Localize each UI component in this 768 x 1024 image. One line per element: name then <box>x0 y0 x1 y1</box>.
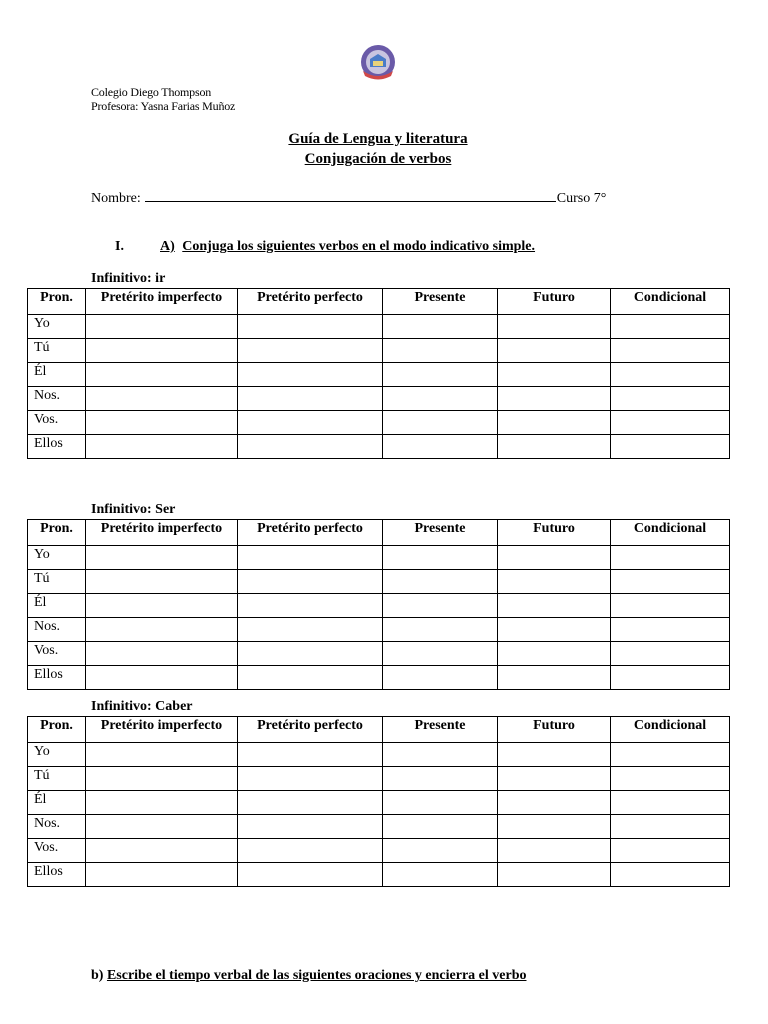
table-row <box>28 642 730 666</box>
answer-cell[interactable] <box>611 642 730 666</box>
pronoun-cell: Ellos <box>28 666 86 690</box>
conjugation-table-ir <box>27 288 730 459</box>
column-header: Condicional <box>611 289 730 315</box>
name-label: Nombre: <box>91 191 141 206</box>
section-a-letter: A) <box>160 239 175 254</box>
section-b-instruction: Escribe el tiempo verbal de las siguientes oraciones y encierra el verbo <box>106 968 527 983</box>
answer-cell[interactable] <box>86 863 238 887</box>
infinitive-label: Infinitivo: Ser <box>91 502 176 517</box>
answer-cell[interactable] <box>238 666 383 690</box>
school-seal-icon <box>358 43 398 83</box>
name-field-row <box>91 187 606 207</box>
table-row <box>28 387 730 411</box>
table-row <box>28 767 730 791</box>
answer-cell[interactable] <box>86 618 238 642</box>
answer-cell[interactable] <box>611 570 730 594</box>
answer-cell[interactable] <box>86 767 238 791</box>
conjugation-table-ser <box>27 519 730 690</box>
answer-cell[interactable] <box>498 767 611 791</box>
answer-cell[interactable] <box>383 863 498 887</box>
column-header: Presente <box>383 520 498 546</box>
answer-cell[interactable] <box>86 791 238 815</box>
answer-cell[interactable] <box>86 339 238 363</box>
table-row <box>28 743 730 767</box>
column-header: Pretérito imperfecto <box>86 520 238 546</box>
pronoun-cell: Nos. <box>28 815 86 839</box>
table-row <box>28 815 730 839</box>
answer-cell[interactable] <box>498 666 611 690</box>
answer-cell[interactable] <box>611 767 730 791</box>
answer-cell[interactable] <box>86 815 238 839</box>
table-row <box>28 435 730 459</box>
answer-cell[interactable] <box>498 363 611 387</box>
answer-cell[interactable] <box>86 387 238 411</box>
answer-cell[interactable] <box>238 339 383 363</box>
answer-cell[interactable] <box>498 411 611 435</box>
answer-cell[interactable] <box>498 815 611 839</box>
answer-cell[interactable] <box>611 594 730 618</box>
pronoun-cell: Ellos <box>28 435 86 459</box>
answer-cell[interactable] <box>498 339 611 363</box>
answer-cell[interactable] <box>498 546 611 570</box>
page-title: Guía de Lengua y literatura <box>288 131 468 147</box>
answer-cell[interactable] <box>611 315 730 339</box>
answer-cell[interactable] <box>238 411 383 435</box>
pronoun-cell: Él <box>28 594 86 618</box>
answer-cell[interactable] <box>238 546 383 570</box>
section-b-heading <box>91 968 526 984</box>
column-header: Pron. <box>28 289 86 315</box>
pronoun-cell: Vos. <box>28 839 86 863</box>
page-subtitle: Conjugación de verbos <box>304 151 452 167</box>
answer-cell[interactable] <box>383 339 498 363</box>
answer-cell[interactable] <box>498 839 611 863</box>
pronoun-cell: Nos. <box>28 618 86 642</box>
column-header: Futuro <box>498 717 611 743</box>
answer-cell[interactable] <box>238 594 383 618</box>
table-row <box>28 339 730 363</box>
school-name: Colegio Diego Thompson <box>91 85 212 99</box>
answer-cell[interactable] <box>383 666 498 690</box>
answer-cell[interactable] <box>611 411 730 435</box>
answer-cell[interactable] <box>498 743 611 767</box>
answer-cell[interactable] <box>383 594 498 618</box>
answer-cell[interactable] <box>86 435 238 459</box>
pronoun-cell: Vos. <box>28 642 86 666</box>
answer-cell[interactable] <box>498 618 611 642</box>
answer-cell[interactable] <box>238 863 383 887</box>
answer-cell[interactable] <box>86 570 238 594</box>
column-header: Pron. <box>28 520 86 546</box>
answer-cell[interactable] <box>383 363 498 387</box>
pronoun-cell: Nos. <box>28 387 86 411</box>
answer-cell[interactable] <box>498 435 611 459</box>
answer-cell[interactable] <box>238 767 383 791</box>
answer-cell[interactable] <box>383 767 498 791</box>
answer-cell[interactable] <box>498 570 611 594</box>
answer-cell[interactable] <box>611 666 730 690</box>
answer-cell[interactable] <box>86 363 238 387</box>
column-header: Presente <box>383 717 498 743</box>
answer-cell[interactable] <box>383 791 498 815</box>
column-header: Pretérito imperfecto <box>86 289 238 315</box>
table-row <box>28 594 730 618</box>
answer-cell[interactable] <box>86 546 238 570</box>
column-header: Condicional <box>611 717 730 743</box>
section-b-letter: b) <box>91 968 104 983</box>
answer-cell[interactable] <box>238 839 383 863</box>
column-header: Futuro <box>498 289 611 315</box>
answer-cell[interactable] <box>86 839 238 863</box>
table-row <box>28 315 730 339</box>
answer-cell[interactable] <box>383 435 498 459</box>
section-a-heading <box>160 239 535 255</box>
answer-cell[interactable] <box>86 666 238 690</box>
pronoun-cell: Tú <box>28 767 86 791</box>
answer-cell[interactable] <box>238 815 383 839</box>
pronoun-cell: Tú <box>28 570 86 594</box>
answer-cell[interactable] <box>611 743 730 767</box>
answer-cell[interactable] <box>611 435 730 459</box>
name-input-line[interactable] <box>145 187 556 202</box>
answer-cell[interactable] <box>383 815 498 839</box>
answer-cell[interactable] <box>611 791 730 815</box>
answer-cell[interactable] <box>611 618 730 642</box>
teacher-name: Profesora: Yasna Farias Muñoz <box>91 99 236 113</box>
answer-cell[interactable] <box>238 315 383 339</box>
answer-cell[interactable] <box>238 435 383 459</box>
pronoun-cell: Tú <box>28 339 86 363</box>
column-header: Pretérito imperfecto <box>86 717 238 743</box>
answer-cell[interactable] <box>498 594 611 618</box>
answer-cell[interactable] <box>611 839 730 863</box>
column-header: Pron. <box>28 717 86 743</box>
column-header: Pretérito perfecto <box>238 289 383 315</box>
answer-cell[interactable] <box>86 315 238 339</box>
answer-cell[interactable] <box>611 546 730 570</box>
answer-cell[interactable] <box>498 315 611 339</box>
column-header: Pretérito perfecto <box>238 520 383 546</box>
answer-cell[interactable] <box>383 315 498 339</box>
column-header: Pretérito perfecto <box>238 717 383 743</box>
pronoun-cell: Yo <box>28 315 86 339</box>
answer-cell[interactable] <box>238 618 383 642</box>
answer-cell[interactable] <box>611 363 730 387</box>
table-row <box>28 839 730 863</box>
table-row <box>28 618 730 642</box>
column-header: Presente <box>383 289 498 315</box>
table-row <box>28 411 730 435</box>
answer-cell[interactable] <box>238 791 383 815</box>
answer-cell[interactable] <box>611 863 730 887</box>
table-row <box>28 546 730 570</box>
answer-cell[interactable] <box>383 618 498 642</box>
answer-cell[interactable] <box>86 411 238 435</box>
answer-cell[interactable] <box>383 642 498 666</box>
table-row <box>28 666 730 690</box>
answer-cell[interactable] <box>238 743 383 767</box>
answer-cell[interactable] <box>383 839 498 863</box>
answer-cell[interactable] <box>611 339 730 363</box>
answer-cell[interactable] <box>611 815 730 839</box>
section-a-instruction: Conjuga los siguientes verbos en el modo indicativo simple. <box>182 239 536 254</box>
answer-cell[interactable] <box>383 387 498 411</box>
answer-cell[interactable] <box>238 387 383 411</box>
pronoun-cell: Yo <box>28 546 86 570</box>
conjugation-table-caber <box>27 716 730 887</box>
answer-cell[interactable] <box>238 363 383 387</box>
answer-cell[interactable] <box>383 743 498 767</box>
pronoun-cell: Yo <box>28 743 86 767</box>
table-row <box>28 863 730 887</box>
pronoun-cell: Vos. <box>28 411 86 435</box>
pronoun-cell: Él <box>28 363 86 387</box>
answer-cell[interactable] <box>238 570 383 594</box>
answer-cell[interactable] <box>238 642 383 666</box>
pronoun-cell: Él <box>28 791 86 815</box>
answer-cell[interactable] <box>86 642 238 666</box>
answer-cell[interactable] <box>86 594 238 618</box>
answer-cell[interactable] <box>611 387 730 411</box>
answer-cell[interactable] <box>498 863 611 887</box>
course-label: Curso 7° <box>556 191 607 206</box>
infinitive-label: Infinitivo: Caber <box>91 699 193 714</box>
pronoun-cell: Ellos <box>28 863 86 887</box>
table-row <box>28 363 730 387</box>
section-number: I. <box>115 239 124 254</box>
answer-cell[interactable] <box>383 570 498 594</box>
infinitive-label: Infinitivo: ir <box>91 271 166 286</box>
answer-cell[interactable] <box>498 791 611 815</box>
answer-cell[interactable] <box>383 546 498 570</box>
table-row <box>28 791 730 815</box>
answer-cell[interactable] <box>498 642 611 666</box>
column-header: Futuro <box>498 520 611 546</box>
column-header: Condicional <box>611 520 730 546</box>
table-row <box>28 570 730 594</box>
answer-cell[interactable] <box>498 387 611 411</box>
answer-cell[interactable] <box>86 743 238 767</box>
answer-cell[interactable] <box>383 411 498 435</box>
